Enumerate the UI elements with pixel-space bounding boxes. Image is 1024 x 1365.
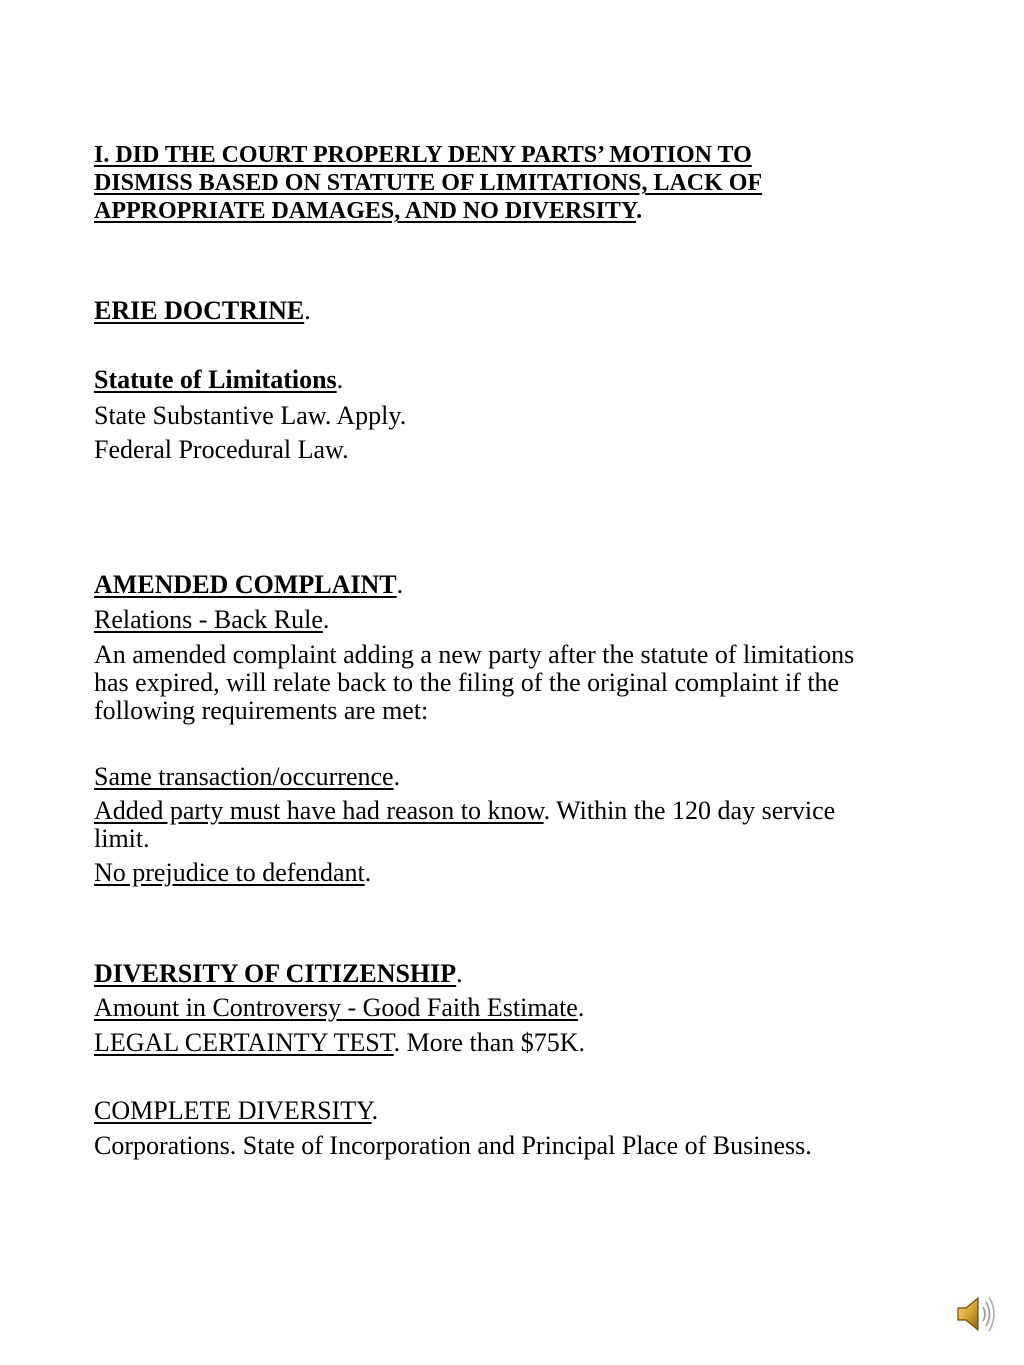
- amended-title-text: AMENDED COMPLAINT: [94, 570, 397, 599]
- requirement-3-tail: .: [364, 858, 372, 887]
- amount-in-controversy-text: Amount in Controversy - Good Faith Estimate: [94, 993, 578, 1022]
- complete-diversity-tail: .: [371, 1096, 379, 1125]
- legal-certainty-test-text: LEGAL CERTAINTY TEST: [94, 1028, 394, 1057]
- diversity-title: [94, 961, 463, 987]
- heading-text-1: I. DID THE COURT PROPERLY DENY PARTS’ MOTION TO: [94, 142, 752, 168]
- relation-back-rule-text: Relations - Back Rule: [94, 605, 323, 634]
- diversity-title-tail: .: [456, 959, 463, 988]
- diversity-title-text: DIVERSITY OF CITIZENSHIP: [94, 959, 457, 988]
- requirement-1: [94, 764, 400, 790]
- amended-title-tail: .: [396, 570, 404, 599]
- legal-certainty-test: [94, 1030, 585, 1056]
- amount-in-controversy-tail: .: [577, 993, 585, 1022]
- erie-title-tail: .: [304, 296, 311, 325]
- sol-title-tail: .: [336, 365, 344, 394]
- heading-tail-3: .: [636, 198, 643, 224]
- amended-para-line-2: has expired, will relate back to the filing of the original complaint if the: [94, 668, 840, 697]
- heading-text-3: APPROPRIATE DAMAGES, AND NO DIVERSITY: [94, 198, 637, 224]
- requirement-3-text: No prejudice to defendant: [94, 858, 365, 887]
- amended-para-line-3: following requirements are met:: [94, 696, 429, 725]
- requirement-2-tail: . Within the 120 day service: [543, 796, 836, 825]
- relation-back-rule: [94, 607, 329, 633]
- requirement-3: [94, 860, 371, 886]
- sol-title: [94, 367, 343, 393]
- speaker-icon[interactable]: [952, 1290, 1000, 1338]
- legal-certainty-test-tail: . More than $75K.: [393, 1028, 586, 1057]
- complete-diversity: [94, 1098, 378, 1124]
- requirement-2: [94, 798, 835, 824]
- amount-in-controversy: [94, 995, 584, 1021]
- sol-item-1: State Substantive Law. Apply.: [94, 401, 407, 430]
- requirement-2-text: Added party must have had reason to know: [94, 796, 544, 825]
- heading-text-2: DISMISS BASED ON STATUTE OF LIMITATIONS, LACK OF: [94, 170, 763, 196]
- complete-diversity-text: COMPLETE DIVERSITY: [94, 1096, 372, 1125]
- heading-line-2: [94, 171, 762, 195]
- requirement-1-tail: .: [393, 762, 401, 791]
- amended-para-line-1: An amended complaint adding a new party after the statute of limitations: [94, 640, 855, 669]
- heading-line-3: [94, 199, 642, 223]
- sol-item-2: Federal Procedural Law.: [94, 435, 349, 464]
- relation-back-rule-tail: .: [322, 605, 330, 634]
- erie-title: [94, 298, 311, 324]
- erie-title-text: ERIE DOCTRINE: [94, 296, 305, 325]
- sol-title-text: Statute of Limitations: [94, 365, 337, 394]
- amended-title: [94, 572, 403, 598]
- heading-line-1: [94, 143, 752, 167]
- requirement-1-text: Same transaction/occurrence: [94, 762, 394, 791]
- corporations-line: Corporations. State of Incorporation and Principal Place of Business.: [94, 1131, 812, 1160]
- requirement-2-line-2: limit.: [94, 824, 150, 853]
